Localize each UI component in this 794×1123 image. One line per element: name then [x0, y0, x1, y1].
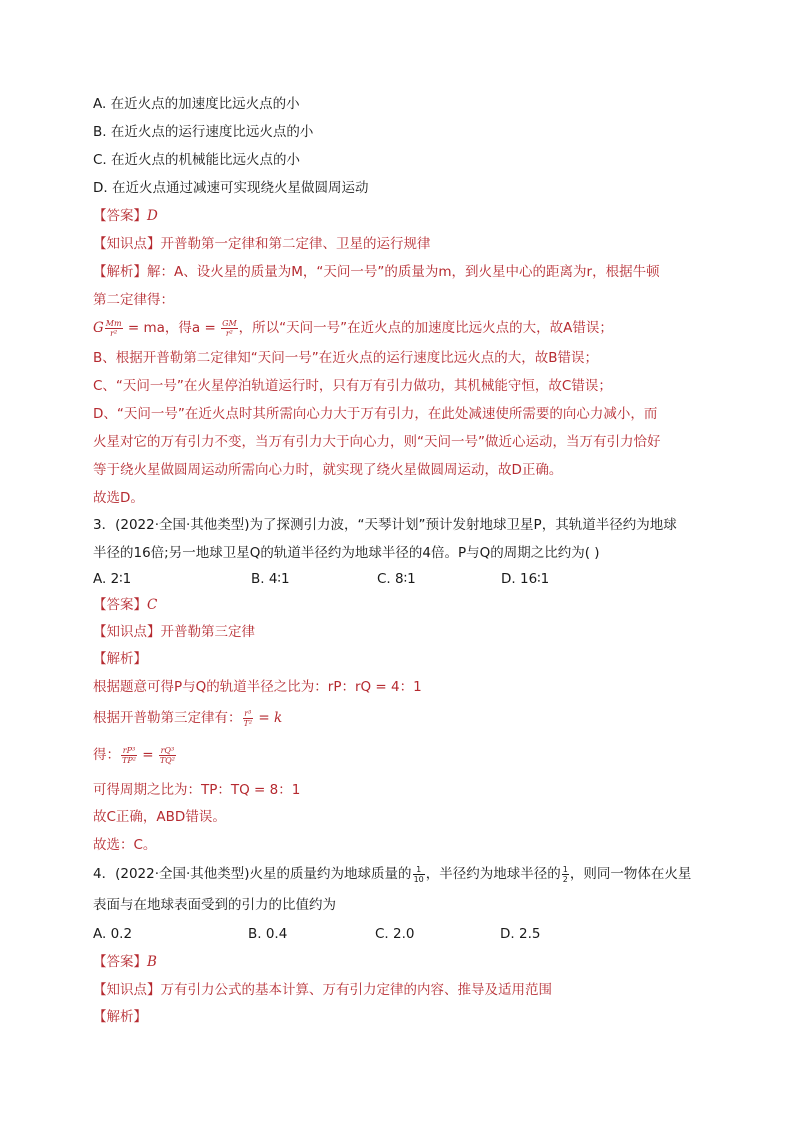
q3-analysis-line-3: 得： $\frac{\text{rP³}}{\text{TP²}}$ = $\frac{\text{rQ³}}{\text{TQ²}}$ — [93, 745, 175, 765]
fraction-gm-r2: $\frac{GM}{\text{r²}}$ — [222, 318, 237, 338]
q3-analysis-tag: 【解析】 — [93, 651, 147, 667]
q2-analysis-line-d2: 火星对它的万有引力不变，当万有引力大于向心力，则“天问一号”做近心运动，当万有引力恰好 — [93, 434, 661, 450]
knowledge-text: 万有引力公式的基本计算、万有引力定律的内容、推导及适用范围 — [160, 982, 552, 998]
knowledge-tag: 【知识点】 — [93, 624, 161, 640]
answer-value: B — [147, 954, 157, 970]
q2-option-c: C. 在近火点的机械能比远火点的小 — [93, 152, 301, 168]
q3-analysis-line-5: 故C正确，ABD错误。 — [93, 809, 226, 825]
knowledge-tag: 【知识点】 — [93, 982, 161, 998]
answer-tag: 【答案】 — [93, 208, 147, 224]
q3-analysis-line-2: 根据开普勒第三定律有： $\frac{\text{r³}}{\text{T²}}$ = k — [93, 708, 283, 728]
q3-knowledge — [93, 622, 255, 642]
q2-answer — [93, 206, 158, 226]
q3-option-a: A. 2∶1 — [93, 571, 132, 587]
q4-option-b: B. 0.4 — [248, 926, 288, 942]
fraction-mm-r2: $\frac{Mm}{\text{r²}}$ — [105, 318, 122, 338]
q3-answer — [93, 595, 157, 615]
q3-analysis-line-1: 根据题意可得P与Q的轨道半径之比为：rP：rQ = 4：1 — [93, 679, 422, 695]
analysis-text: 解：A、设火星的质量为M，“天问一号”的质量为m，到火星中心的距离为r，根据牛顿 — [147, 264, 660, 280]
q3-option-b: B. 4∶1 — [251, 571, 290, 587]
fraction-one-half: $\frac{1}{2}$ — [562, 864, 568, 884]
q3-stem-line-1: 3．(2022·全国·其他类型)为了探测引力波，“天琴计划”预计发射地球卫星P，其轨道半径约为地球 — [93, 517, 677, 533]
q4-option-d: D. 2.5 — [500, 926, 541, 942]
q4-stem-line-1: 4．(2022·全国·其他类型)火星的质量约为地球质量的 $\frac{1}{10}$ ，半径约为地球半径的 $\frac{1}{2}$ ，则同一物体在火星 — [93, 864, 692, 884]
q2-option-d: D. 在近火点通过减速可实现绕火星做圆周运动 — [93, 180, 369, 196]
q2-option-b: B. 在近火点的运行速度比远火点的小 — [93, 124, 314, 140]
q4-option-a: A. 0.2 — [93, 926, 133, 942]
fraction-rp-tp: $\frac{\text{rP³}}{\text{TP²}}$ — [122, 745, 136, 765]
q2-analysis-line-b: B、根据开普勒第二定律知“天问一号”在近火点的运行速度比远火点的大，故B错误； — [93, 350, 599, 366]
analysis-tag: 【解析】 — [93, 264, 147, 280]
q3-conclusion: 故选：C。 — [93, 837, 157, 853]
knowledge-text: 开普勒第三定律 — [160, 624, 255, 640]
knowledge-tag: 【知识点】 — [93, 236, 161, 252]
q2-analysis-line-d3: 等于绕火星做圆周运动所需向心力时，就实现了绕火星做圆周运动，故D正确。 — [93, 462, 563, 478]
q3-stem-line-2: 半径的16倍;另一地球卫星Q的轨道半径约为地球半径的4倍。P与Q的周期之比约为( ) — [93, 545, 600, 561]
gravity-constant: G — [93, 320, 104, 336]
q2-conclusion: 故选D。 — [93, 490, 144, 506]
answer-tag: 【答案】 — [93, 597, 147, 613]
q4-stem-line-2: 表面与在地球表面受到的引力的比值约为 — [93, 897, 336, 913]
fraction-rq-tq: $\frac{\text{rQ³}}{\text{TQ²}}$ — [159, 745, 175, 765]
q2-analysis-line-1 — [93, 262, 660, 282]
q4-option-c: C. 2.0 — [375, 926, 415, 942]
q4-answer — [93, 952, 157, 972]
q3-option-c: C. 8∶1 — [377, 571, 416, 587]
q4-options — [93, 924, 540, 944]
q4-analysis-tag: 【解析】 — [93, 1009, 147, 1025]
knowledge-text: 开普勒第一定律和第二定律、卫星的运行规律 — [160, 236, 431, 252]
answer-value: D — [147, 208, 158, 224]
q3-option-d: D. 16∶1 — [501, 571, 550, 587]
q4-knowledge — [93, 980, 552, 1000]
q3-options — [93, 569, 549, 589]
q2-analysis-line-2: 第二定律得： — [93, 292, 174, 308]
answer-tag: 【答案】 — [93, 954, 147, 970]
answer-value: C — [147, 597, 158, 613]
q2-analysis-formula — [93, 318, 613, 338]
formula-rest: ，所以“天问一号”在近火点的加速度比远火点的大，故A错误； — [238, 320, 613, 336]
q2-option-a: A. 在近火点的加速度比远火点的小 — [93, 96, 300, 112]
fraction-r3-t2: $\frac{\text{r³}}{\text{T²}}$ — [243, 708, 253, 728]
formula-mid: = ma，得a = — [123, 320, 221, 336]
q2-analysis-line-d1: D、“天问一号”在近火点时其所需向心力大于万有引力，在此处减速使所需要的向心力减小，而 — [93, 406, 658, 422]
fraction-one-tenth: $\frac{1}{10}$ — [413, 864, 424, 884]
q2-knowledge — [93, 234, 431, 254]
q2-analysis-line-c: C、“天问一号”在火星停泊轨道运行时，只有万有引力做功，其机械能守恒，故C错误； — [93, 378, 612, 394]
q3-analysis-line-4: 可得周期之比为：TP：TQ = 8：1 — [93, 782, 301, 798]
